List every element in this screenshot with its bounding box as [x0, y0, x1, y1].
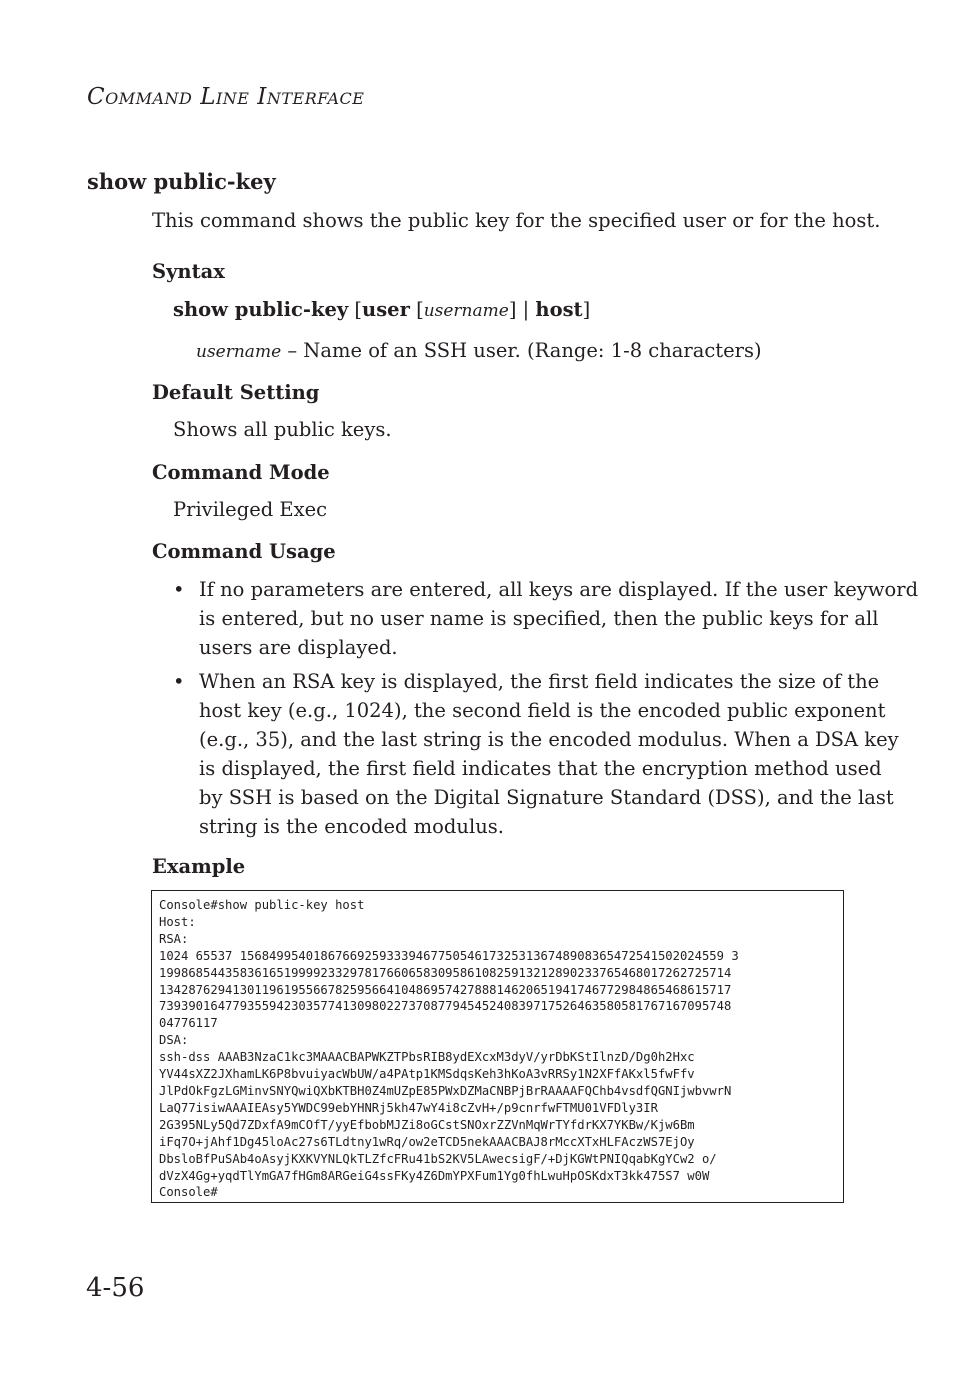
code-line: ssh-dss AAAB3NzaC1kc3MAAACBAPWKZTPbsRIB8ydEXcxM3dyV/yrDbKStIlnzD/Dg0h2Hxc: [159, 1050, 695, 1065]
default-setting-text: Shows all public keys.: [173, 418, 392, 441]
code-line: 2G395NLy5Qd7ZDxfA9mCOfT/yyEfbobMJZi8oGCstSNOxrZZVnMqWrTYfdrKX7YKBw/Kjw6Bm: [159, 1117, 695, 1132]
code-line: 1024 65537 156849954018676692593339467750546173253136748908365472541502024559 3: [159, 948, 739, 963]
code-line: DSA:: [159, 1033, 189, 1048]
section-title: show public-key: [87, 169, 276, 194]
code-line: dVzX4Gg+yqdTlYmGA7fHGm8ARGeiG4ssFKy4Z6DmYPXFum1Yg0fhLwuHpOSKdxT3kk475S7 w0W: [159, 1168, 710, 1183]
bullet-line: If no parameters are entered, all keys are displayed. If the user keyword: [199, 578, 919, 601]
running-header: COMMAND LINE INTERFACE: [87, 84, 365, 110]
default-setting-heading: Default Setting: [152, 381, 320, 404]
code-line: RSA:: [159, 931, 189, 946]
code-line: Console#show public-key host: [159, 898, 365, 912]
bullet-line: by SSH is based on the Digital Signature Standard (DSS), and the last: [199, 786, 894, 809]
code-line: 04776117: [159, 1016, 218, 1031]
bullet-line: is displayed, the first field indicates that the encryption method used: [199, 757, 882, 780]
parameter-description: username – Name of an SSH user. (Range: 1-8 characters): [196, 339, 762, 362]
bullet-line: users are displayed.: [199, 636, 398, 659]
syntax-line: show public-key [user [username] | host]: [173, 298, 591, 321]
command-mode-heading: Command Mode: [152, 461, 330, 484]
code-line: Console#: [159, 1185, 218, 1200]
usage-bullet: [173, 667, 899, 841]
usage-bullet: [173, 575, 919, 662]
code-line: JlPdOkFgzLGMinvSNYQwiQXbKTBH0Z4mUZpE85PWxDZMaCNBPjBrRAAAAFQChb4vsdfQGNIjwbvwrN: [159, 1083, 732, 1098]
code-line: YV44sXZ2JXhamLK6P8bvuiyacWbUW/a4PAtp1KMSdqsKeh3hKoA3vRRSy1N2XFfAKxl5fwFfv: [159, 1067, 695, 1082]
bullet-line: is entered, but no user name is specified, then the public keys for all: [199, 607, 879, 630]
code-line: 739390164779355942303577413098022737087794545240839717526463580581767167095748: [159, 999, 732, 1014]
code-line: 134287629413011961955667825956641048695742788814620651941746772984865468615717: [159, 982, 732, 997]
bullet-line: When an RSA key is displayed, the first field indicates the size of the: [199, 670, 880, 693]
command-mode-text: Privileged Exec: [173, 498, 328, 521]
example-heading: Example: [152, 855, 246, 878]
code-line: LaQ77isiwAAAIEAsy5YWDC99ebYHNRj5kh47wY4i8cZvH+/p9cnrfwFTMU01VFDly3IR: [159, 1100, 658, 1115]
code-line: DbsloBfPuSAb4oAsyjKXKVYNLQkTLZfcFRu41bS2KV5LAwecsigF/+DjKGWtPNIQqabKgYCw2 o/: [159, 1151, 717, 1166]
intro-text: This command shows the public key for the specified user or for the host.: [152, 209, 881, 232]
bullet-glyph: •: [173, 670, 185, 693]
command-usage-heading: Command Usage: [152, 540, 336, 563]
code-line: Host:: [159, 914, 196, 929]
code-line: 199868544358361651999923329781766065830958610825913212890233765468017262725714: [159, 965, 732, 980]
syntax-heading: Syntax: [152, 260, 225, 283]
bullet-line: string is the encoded modulus.: [199, 815, 504, 838]
bullet-line: (e.g., 35), and the last string is the encoded modulus. When a DSA key: [199, 728, 899, 751]
bullet-line: host key (e.g., 1024), the second field is the encoded public exponent: [199, 699, 886, 722]
bullet-glyph: •: [173, 578, 185, 601]
page-number: 4-56: [86, 1273, 145, 1303]
code-line: iFq7O+jAhf1Dg45loAc27s6TLdtny1wRq/ow2eTCD5nekAAACBAJ8rMccXTxHLFAczWS7EjOy: [159, 1134, 695, 1149]
usage-bullet-list: [173, 575, 919, 846]
example-code-box: [151, 890, 844, 1203]
